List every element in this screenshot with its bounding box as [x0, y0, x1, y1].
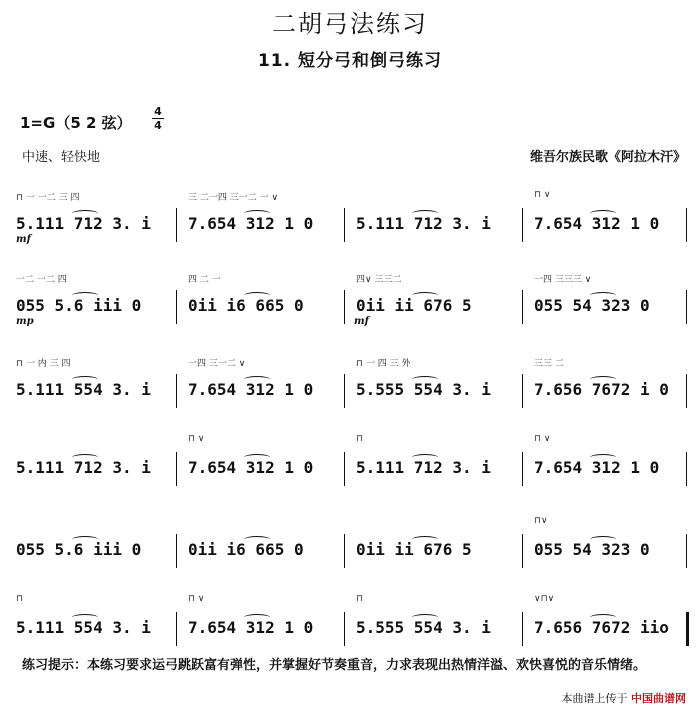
barline — [176, 374, 177, 408]
barline — [522, 612, 523, 646]
slur-mark — [244, 614, 270, 621]
bowing-marks: ⊓ 一 内 三 四 — [16, 359, 71, 369]
measure: 5.111 712 3. i — [356, 458, 491, 477]
credit-prefix: 本曲谱上传于 — [561, 692, 628, 705]
barline — [344, 612, 345, 646]
slur-mark — [244, 454, 270, 461]
measure: 7.656 7672 i 0 — [534, 380, 669, 399]
slur-mark — [244, 210, 270, 217]
bowing-marks: 三三 二 — [534, 359, 564, 369]
measure: 5.111 554 3. i — [16, 380, 151, 399]
measure: 5.111 712 3. i — [16, 458, 151, 477]
page-subtitle: 11. 短分弓和倒弓练习 — [257, 51, 443, 71]
measure: 7.654 312 1 0 — [188, 618, 314, 637]
score-row — [14, 190, 690, 246]
measure: 7.654 312 1 0 — [188, 380, 314, 399]
bowing-marks: 一四 三一二 ∨ — [188, 359, 246, 369]
slur-mark — [244, 376, 270, 383]
slur-mark — [590, 454, 616, 461]
credit-brand: 中国曲谱网 — [631, 692, 686, 705]
tempo-marking: 中速、轻快地 — [22, 150, 101, 165]
slur-mark — [72, 614, 98, 621]
measure: 055 5.6 iii 0 — [16, 296, 142, 315]
measure: 7.654 312 1 0 — [534, 214, 660, 233]
score-row — [14, 434, 690, 490]
barline — [344, 534, 345, 568]
measure: 055 54 323 0 — [534, 296, 650, 315]
slur-mark — [590, 536, 616, 543]
bowing-marks: 四 二 一 — [188, 275, 221, 285]
slur-mark — [412, 292, 438, 299]
score-row — [14, 359, 690, 412]
barline — [176, 208, 177, 242]
barline — [522, 374, 523, 408]
barline — [686, 208, 687, 242]
barline — [344, 452, 345, 486]
measure: 055 5.6 iii 0 — [16, 540, 142, 559]
slur-mark — [412, 376, 438, 383]
barline — [176, 290, 177, 324]
barline — [344, 374, 345, 408]
slur-mark — [412, 210, 438, 217]
measure: 5.555 554 3. i — [356, 618, 491, 637]
measure: 0ii ii 676 5 — [356, 296, 472, 315]
barline — [176, 534, 177, 568]
slur-mark — [244, 292, 270, 299]
bowing-marks: ∨⊓∨ — [534, 594, 555, 604]
barline — [522, 534, 523, 568]
measure: 0ii i6 665 0 — [188, 296, 304, 315]
bowing-marks: ⊓ 一 四 三 外 — [356, 359, 411, 369]
barline — [176, 612, 177, 646]
score-row — [14, 594, 690, 650]
bowing-marks: ⊓ 一 一二 三 四 — [16, 193, 80, 203]
score-row — [14, 516, 690, 572]
barline — [686, 452, 687, 486]
barline — [522, 290, 523, 324]
slur-mark — [412, 536, 438, 543]
dynamic-marking: mp — [16, 316, 34, 327]
bowing-marks: ⊓ ∨ — [534, 434, 551, 444]
meter-top: 4 — [154, 105, 162, 118]
barline — [522, 452, 523, 486]
measure: 7.654 312 1 0 — [534, 458, 660, 477]
slur-mark — [590, 292, 616, 299]
bowing-marks: ⊓ ∨ — [534, 190, 551, 200]
bowing-marks: 一二 一二 四 — [16, 275, 67, 285]
meter-bottom: 4 — [154, 119, 162, 132]
key-signature: 1=G（5 2 弦） — [20, 114, 132, 132]
time-signature — [152, 106, 164, 131]
slur-mark — [590, 614, 616, 621]
barline — [522, 208, 523, 242]
bowing-marks: ⊓ — [356, 434, 364, 444]
measure: 7.654 312 1 0 — [188, 458, 314, 477]
measure: 7.656 7672 iio — [534, 618, 669, 637]
dynamic-marking: mf — [354, 316, 369, 327]
slur-mark — [72, 536, 98, 543]
slur-mark — [412, 454, 438, 461]
measure: 7.654 312 1 0 — [188, 214, 314, 233]
bowing-marks: ⊓ — [356, 594, 364, 604]
measure: 0ii ii 676 5 — [356, 540, 472, 559]
measure: 5.555 554 3. i — [356, 380, 491, 399]
score-row — [14, 275, 690, 328]
bowing-marks: 三 二一四 三一二 一 ∨ — [188, 193, 279, 203]
slur-mark — [590, 376, 616, 383]
slur-mark — [590, 210, 616, 217]
bowing-marks: ⊓ — [16, 594, 24, 604]
slur-mark — [72, 376, 98, 383]
measure: 0ii i6 665 0 — [188, 540, 304, 559]
bowing-marks: ⊓ ∨ — [188, 594, 205, 604]
barline — [344, 290, 345, 324]
barline — [686, 612, 689, 646]
measure: 5.111 712 3. i — [356, 214, 491, 233]
bowing-marks: 一四 三三三 ∨ — [534, 275, 592, 285]
page-title: 二胡弓法练习 — [272, 10, 428, 38]
slur-mark — [412, 614, 438, 621]
measure: 5.111 554 3. i — [16, 618, 151, 637]
barline — [176, 452, 177, 486]
barline — [344, 208, 345, 242]
barline — [686, 534, 687, 568]
slur-mark — [72, 292, 98, 299]
slur-mark — [72, 210, 98, 217]
bowing-marks: 四∨ 三三二 — [356, 275, 402, 285]
dynamic-marking: mf — [16, 234, 31, 245]
practice-tip: 练习提示：本练习要求运弓跳跃富有弹性，并掌握好节奏重音，力求表现出热情洋溢、欢快喜悦的音乐情绪。 — [22, 658, 647, 673]
bowing-marks: ⊓ ∨ — [188, 434, 205, 444]
measure: 055 54 323 0 — [534, 540, 650, 559]
barline — [686, 290, 687, 324]
upload-credit — [562, 690, 687, 706]
barline — [686, 374, 687, 408]
measure: 5.111 712 3. i — [16, 214, 151, 233]
slur-mark — [244, 536, 270, 543]
bowing-marks: ⊓∨ — [534, 516, 548, 526]
slur-mark — [72, 454, 98, 461]
song-source: 维吾尔族民歌《阿拉木汗》 — [529, 150, 686, 165]
